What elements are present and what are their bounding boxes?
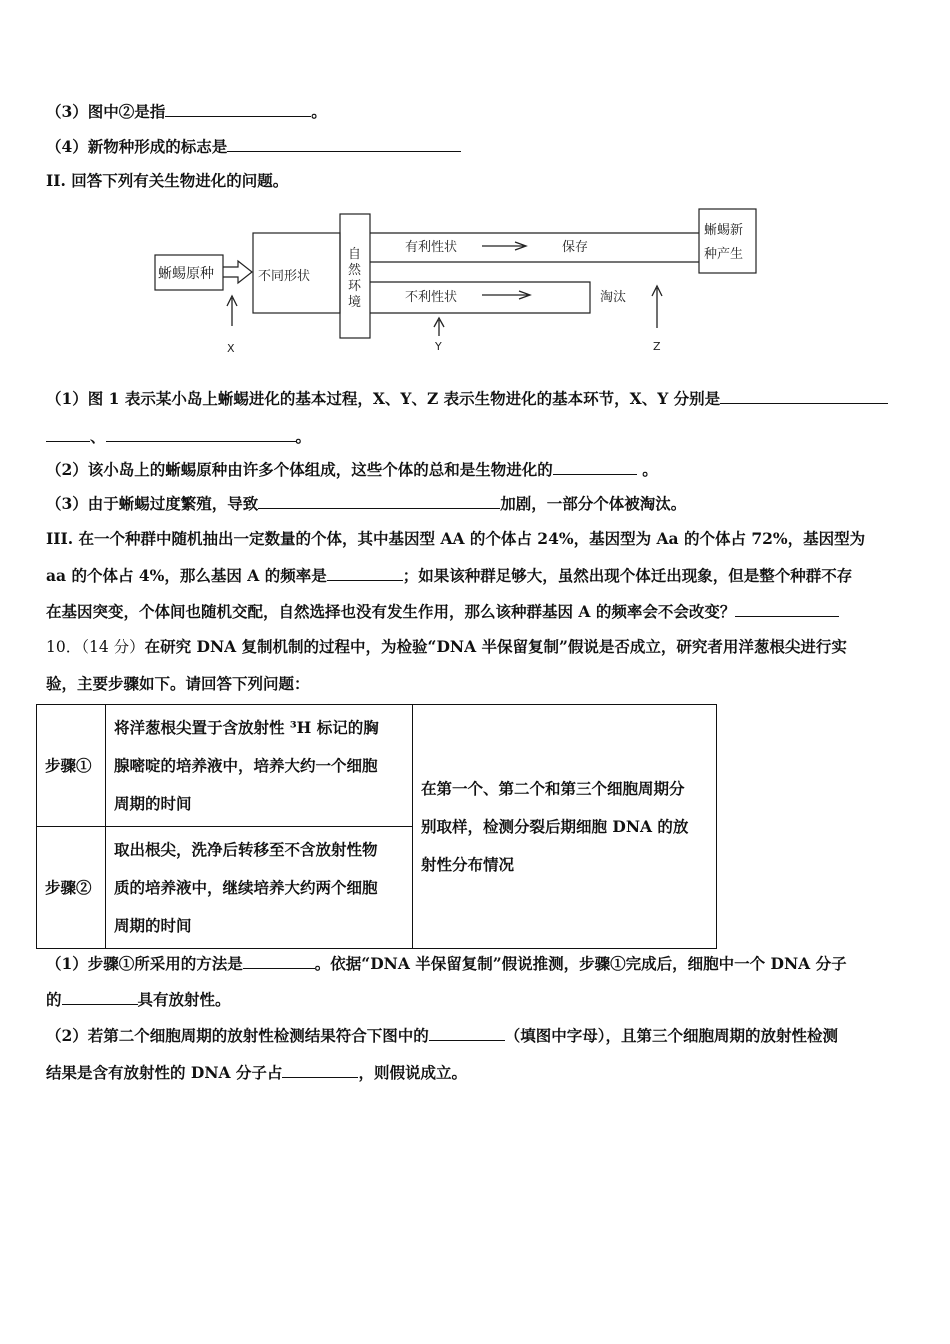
- a2b-text: 结果是含有放射性的 DNA 分子占: [46, 1063, 283, 1082]
- step2-desc-line: 质的培养液中，继续培养大约两个细胞: [114, 877, 378, 897]
- eliminate-label: 淘汰: [600, 290, 627, 305]
- answer-blank[interactable]: [46, 427, 90, 442]
- a1b-end: 具有放射性。: [137, 990, 231, 1009]
- table-row: [37, 705, 717, 827]
- env-char: 境: [348, 295, 362, 310]
- answer-2-line-a: [46, 1026, 838, 1046]
- q3-end: 。: [311, 102, 327, 121]
- evolution-diagram: [0, 0, 950, 380]
- double-arrow: [223, 261, 252, 283]
- part3-line: [46, 494, 686, 514]
- answer-blank[interactable]: [553, 460, 637, 475]
- step2-desc-line: 取出根尖，洗净后转移至不含放射性物: [114, 839, 378, 859]
- answer-2-line-b: [46, 1063, 467, 1083]
- a1b-text: 的: [46, 990, 62, 1009]
- traits-label: 不同形状: [258, 269, 311, 284]
- answer-blank[interactable]: [327, 566, 403, 581]
- p1b-end: 。: [295, 427, 312, 446]
- q4-text: （4）新物种形成的标志是: [46, 137, 228, 156]
- original-species-label: 蜥蜴原种: [158, 266, 214, 282]
- step2-name: 步骤②: [45, 877, 92, 897]
- new-species-label: 蜥蜴新: [704, 223, 744, 238]
- answer-blank[interactable]: [282, 1063, 358, 1078]
- a2b-end: ，则假说成立。: [358, 1063, 467, 1082]
- sec3c-text: 在基因突变，个体间也随机交配，自然选择也没有发生作用，那么该种群基因 A 的频率会不会改变？: [46, 602, 736, 621]
- sec3a-text: III. 在一个种群中随机抽出一定数量的个体，其中基因型 AA 的个体占 24%，基因型为 Aa 的个体占 72%，基因型为: [46, 529, 866, 548]
- part1-line-a: [46, 389, 888, 409]
- section-3-line-b: [46, 566, 852, 586]
- step1-desc-cell: [106, 705, 413, 827]
- part2-line: [46, 460, 658, 480]
- answer-blank[interactable]: [258, 494, 500, 509]
- new-species-box: [699, 209, 756, 273]
- a1a-text: （1）步骤①所采用的方法是: [46, 954, 243, 973]
- part1-line-b: [46, 427, 311, 447]
- step1-desc-line: 周期的时间: [114, 793, 192, 813]
- question-10-line-a: [46, 637, 847, 657]
- env-char: 自: [348, 247, 362, 262]
- q3-text: （3）图中②是指: [46, 102, 166, 121]
- answer-blank[interactable]: [62, 990, 138, 1005]
- answer-blank[interactable]: [720, 389, 888, 404]
- a1a-end: 。依据“DNA 半保留复制”假说推测，步骤①完成后，细胞中一个 DNA 分子: [314, 954, 847, 973]
- unfavorable-label: 不利性状: [405, 290, 458, 305]
- new-species-label: 种产生: [704, 247, 744, 262]
- p1a-text: （1）图 1 表示某小岛上蜥蜴进化的基本过程，X、Y、Z 表示生物进化的基本环节，X、Y 分别是: [46, 389, 721, 408]
- step1-name-cell: [37, 705, 106, 827]
- answer-blank[interactable]: [106, 427, 296, 442]
- sec2-text: II. 回答下列有关生物进化的问题。: [46, 171, 289, 190]
- q10b-text: 验，主要步骤如下。请回答下列问题：: [46, 674, 310, 693]
- z-label: Z: [653, 340, 661, 353]
- sec3b-text: aa 的个体占 4%，那么基因 A 的频率是: [46, 566, 327, 585]
- step2-name-cell: [37, 827, 106, 949]
- answer-blank[interactable]: [243, 954, 315, 969]
- question-10-line-b: [46, 674, 310, 694]
- env-char: 然: [348, 263, 362, 278]
- answer-blank[interactable]: [429, 1026, 505, 1041]
- favorable-label: 有利性状: [405, 240, 458, 255]
- x-label: X: [227, 342, 235, 355]
- step1-name: 步骤①: [45, 755, 92, 775]
- detect-line: 别取样，检测分裂后期细胞 DNA 的放: [421, 816, 689, 836]
- sec3b-end: ；如果该种群足够大，虽然出现个体迁出现象，但是整个种群不存: [402, 566, 853, 585]
- answer-1-line-b: [46, 990, 231, 1010]
- answer-blank[interactable]: [735, 602, 839, 617]
- answer-1-line-a: [46, 954, 847, 974]
- y-label: Y: [435, 340, 442, 353]
- p3-end: 加剧，一部分个体被淘汰。: [500, 494, 687, 513]
- keep-label: 保存: [562, 240, 589, 255]
- step1-desc-line: 将洋葱根尖置于含放射性 ³H 标记的胸: [114, 717, 379, 737]
- step2-desc-cell: [106, 827, 413, 949]
- a2a-end: （填图中字母），且第三个细胞周期的放射性检测: [504, 1026, 839, 1045]
- p2-text: （2）该小岛上的蜥蜴原种由许多个体组成，这些个体的总和是生物进化的: [46, 460, 553, 479]
- a2a-text: （2）若第二个细胞周期的放射性检测结果符合下图中的: [46, 1026, 429, 1045]
- p3-text: （3）由于蜥蜴过度繁殖，导致: [46, 494, 259, 513]
- detect-line: 射性分布情况: [421, 854, 515, 874]
- steps-table: [36, 704, 717, 949]
- step1-desc-line: 腺嘧啶的培养液中，培养大约一个细胞: [114, 755, 378, 775]
- step2-desc-line: 周期的时间: [114, 915, 192, 935]
- section-3-line-a: [46, 529, 865, 549]
- detect-line: 在第一个、第二个和第三个细胞周期分: [421, 778, 685, 798]
- q10a-text: 在研究 DNA 复制机制的过程中，为检验“DNA 半保留复制”假说是否成立，研究者用洋葱根尖进行实: [144, 637, 847, 656]
- env-char: 环: [348, 279, 362, 294]
- detection-cell: [413, 705, 717, 949]
- p2-end: 。: [636, 460, 658, 479]
- q10-number: 10．（14 分）: [46, 638, 145, 656]
- section-3-line-c: [46, 602, 839, 622]
- p1b-sep: 、: [90, 427, 106, 446]
